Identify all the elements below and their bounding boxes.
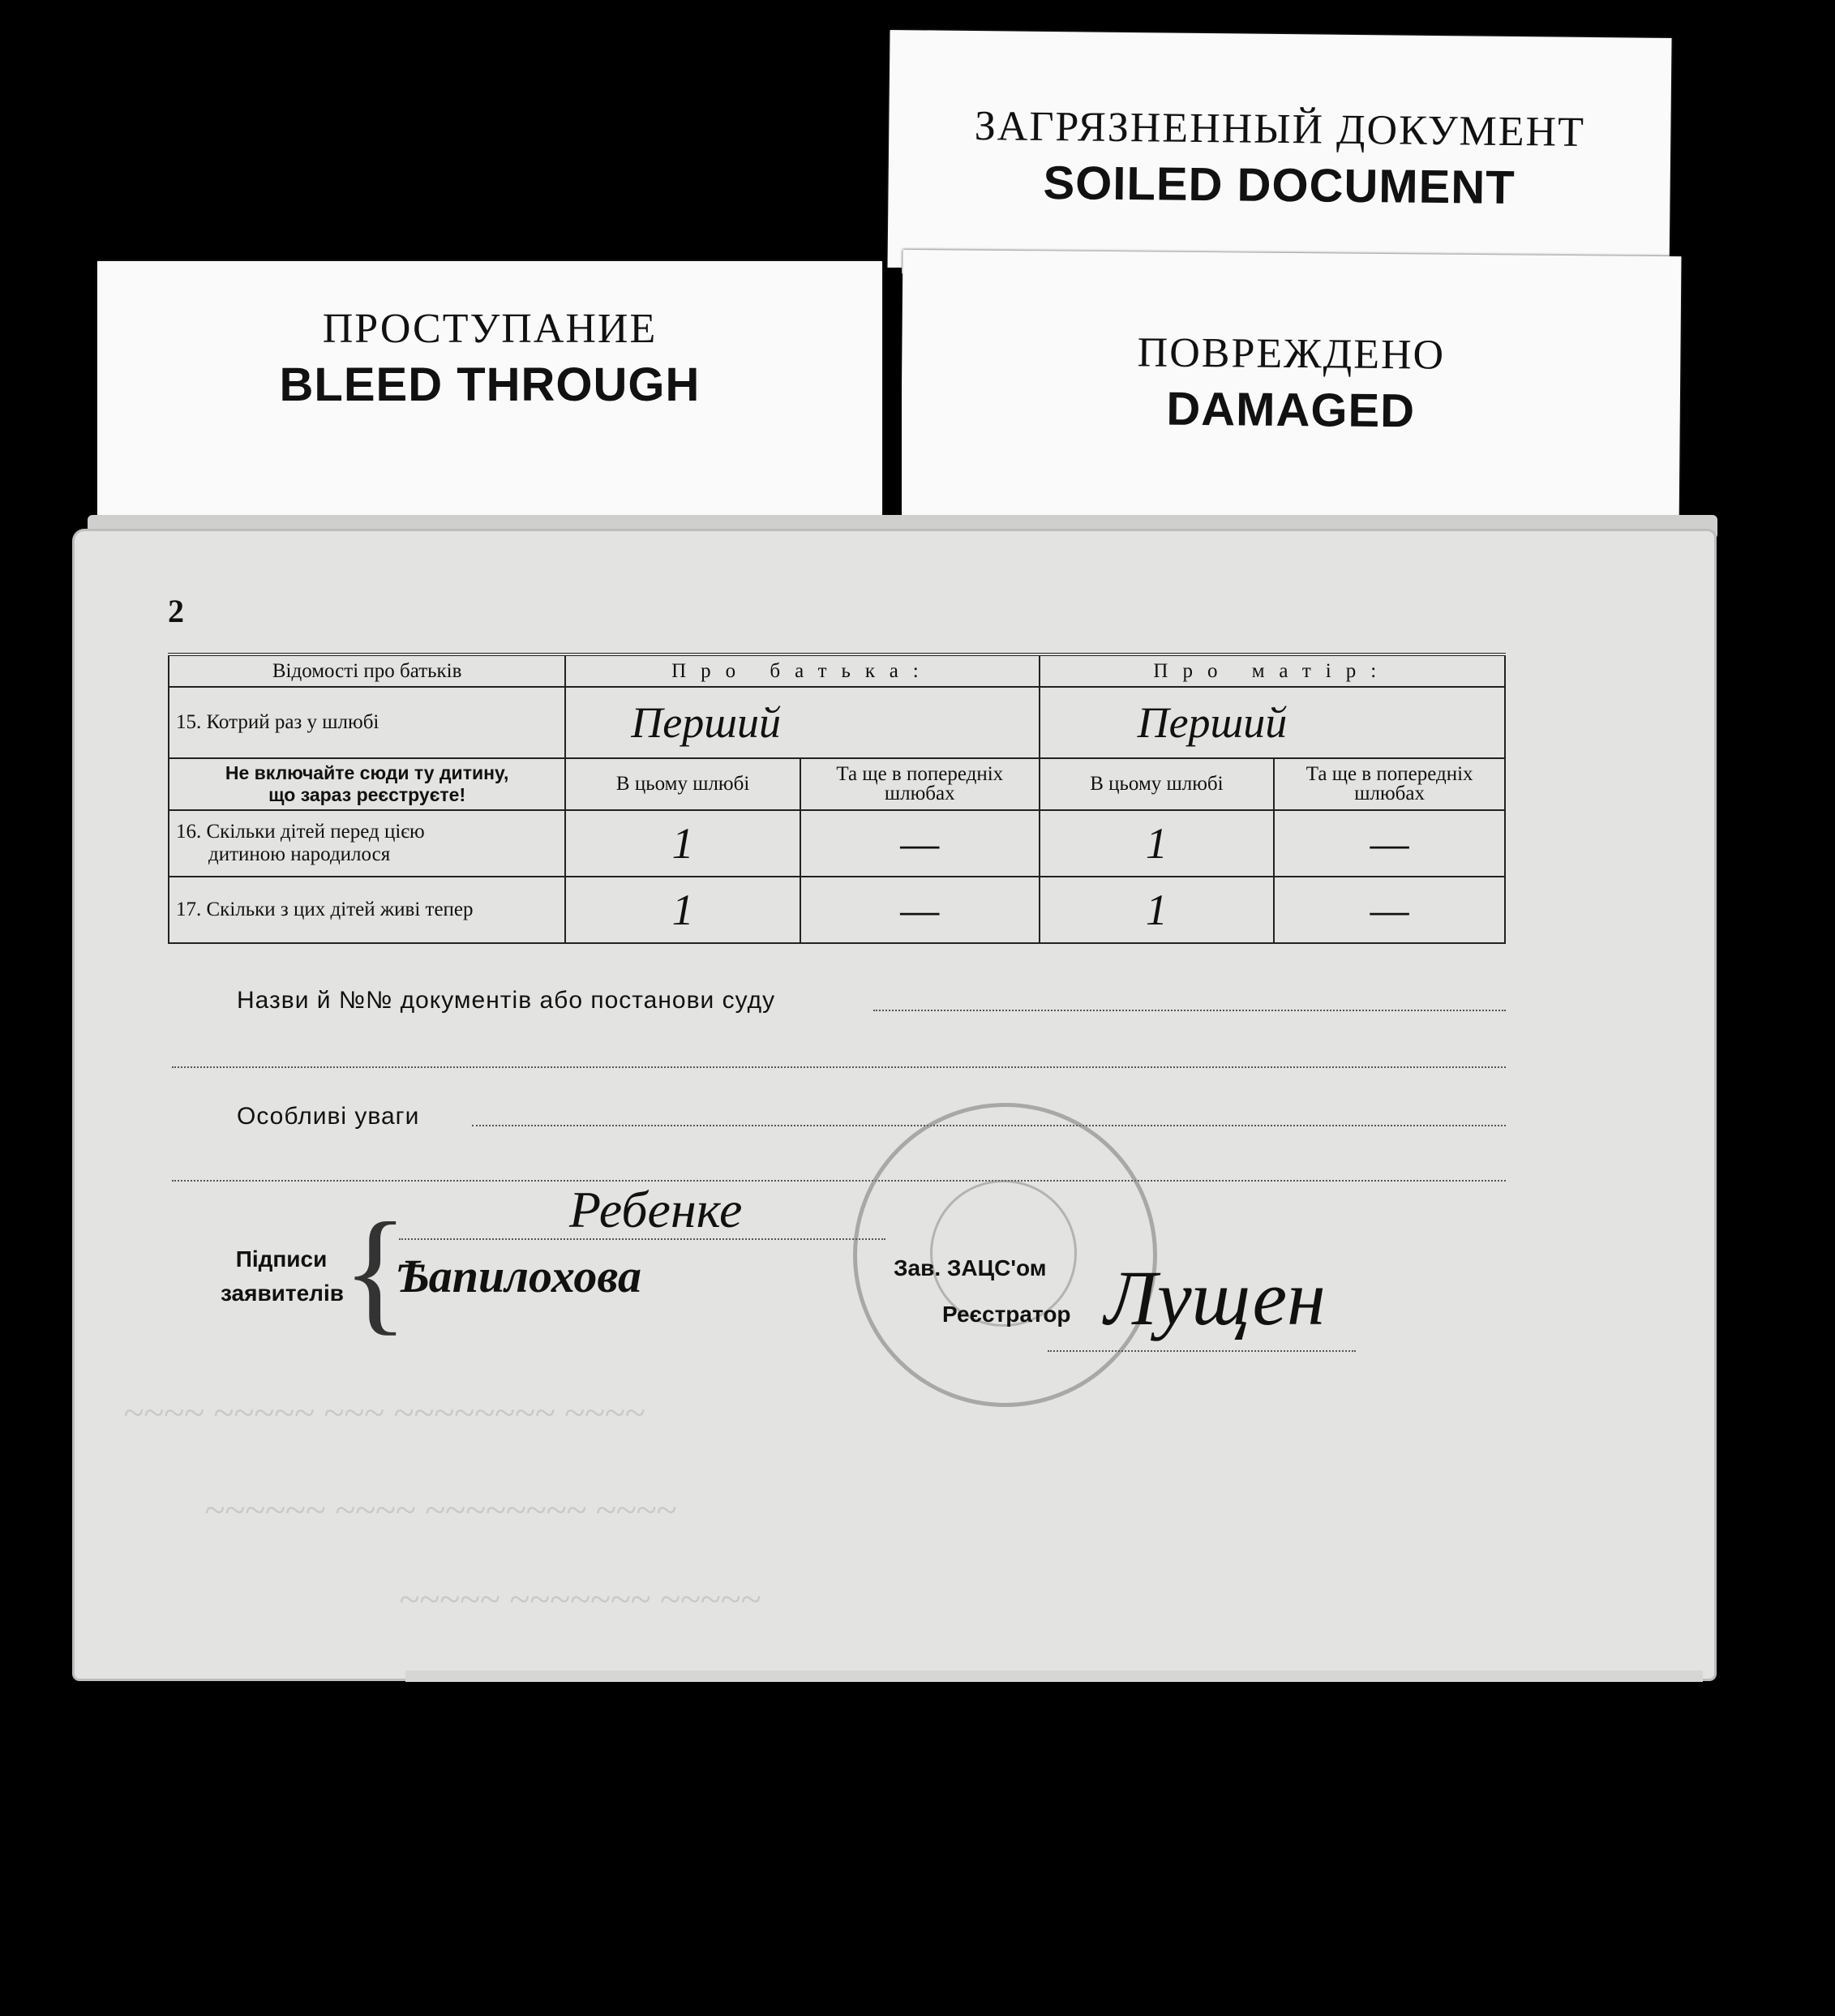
registrar-label: Реєстратор — [942, 1302, 1071, 1327]
documents-label: Назви й №№ документів або постанови суду — [237, 987, 776, 1014]
row16-mother-this: 1 — [1040, 810, 1275, 877]
row16-father-prev: — — [800, 810, 1040, 877]
row17-mother-prev: — — [1274, 877, 1505, 943]
soiled-tag-en: SOILED DOCUMENT — [1043, 156, 1516, 215]
bleed-tag-ru: ПРОСТУПАНИЕ — [322, 306, 658, 352]
signatures-brace: { — [342, 1195, 409, 1347]
document-sheet — [75, 531, 1714, 1679]
row16-label-line1: 16. Скільки дітей перед цією — [176, 821, 425, 843]
parents-info-header: Відомості про батьків — [169, 654, 565, 687]
bleed-through-tag — [97, 261, 882, 529]
father-prev-line2: шлюбах — [884, 783, 955, 804]
row15-mother-value: Перший — [1040, 687, 1505, 758]
father-this-marriage-header: В цьому шлюбі — [565, 758, 800, 810]
head-zags-label: Зав. ЗАЦС'ом — [894, 1255, 1047, 1280]
mother-prev-line2: шлюбах — [1354, 783, 1425, 804]
mother-prev-line1: Та ще в попередніх — [1306, 763, 1473, 785]
bleed-through-ghost-2: ~~~~~~ ~~~~ ~~~~~~~~ ~~~~ — [204, 1489, 677, 1530]
father-prev-line1: Та ще в попередніх — [836, 763, 1004, 785]
signatures-label-line2: заявителів — [221, 1280, 344, 1306]
row17-father-prev: — — [800, 877, 1040, 943]
damaged-tag — [901, 250, 1682, 532]
father-prev-marriages-header — [800, 758, 1040, 810]
row15-father-value: Перший — [565, 687, 1039, 758]
remarks-label: Особливі уваги — [237, 1103, 420, 1130]
note-line1: Не включайте сюди ту дитину, — [225, 762, 509, 783]
row15-label: 15. Котрий раз у шлюбі — [169, 687, 565, 758]
damaged-tag-ru: ПОВРЕЖДЕНО — [1137, 329, 1446, 379]
signatures-label — [221, 1246, 342, 1306]
bleed-through-ghost-3: ~~~~~ ~~~~~~~ ~~~~~ — [399, 1578, 761, 1619]
registrar-signature: Лущен — [1104, 1255, 1326, 1341]
signature-line-1 — [399, 1238, 885, 1240]
sheet-bottom-edge — [405, 1671, 1703, 1682]
row17-father-this: 1 — [565, 877, 800, 943]
remarks-dotted-line-2 — [172, 1180, 1506, 1182]
parents-info-table — [168, 653, 1506, 944]
soiled-tag-ru: ЗАГРЯЗНЕННЫЙ ДОКУМЕНТ — [974, 103, 1586, 156]
bleed-through-ghost-1: ~~~~ ~~~~~ ~~~ ~~~~~~~~ ~~~~ — [123, 1392, 645, 1433]
soiled-document-tag — [887, 30, 1671, 281]
damaged-tag-en: DAMAGED — [1166, 382, 1416, 438]
documents-dotted-line-2 — [172, 1066, 1506, 1068]
row16-mother-prev: — — [1274, 810, 1505, 877]
mother-this-marriage-header: В цьому шлюбі — [1040, 758, 1275, 810]
signatures-label-line1: Підписи — [235, 1246, 328, 1272]
row16-label — [169, 810, 565, 877]
row16-father-this: 1 — [565, 810, 800, 877]
documents-dotted-line — [873, 1010, 1506, 1011]
note-line2: що зараз реєструєте! — [268, 784, 466, 805]
tag-divider — [885, 268, 902, 535]
applicant-signature-2: Ѣапилохова — [399, 1250, 641, 1302]
about-father-header: Про батька: — [565, 654, 1039, 687]
bleed-tag-en: BLEED THROUGH — [279, 358, 701, 411]
applicant-signature-1: Ребенке — [569, 1181, 743, 1238]
row17-label: 17. Скільки з цих дітей живі тепер — [169, 877, 565, 943]
mother-prev-marriages-header — [1274, 758, 1505, 810]
registrar-signature-line — [1048, 1350, 1356, 1352]
about-mother-header: Про матір: — [1040, 654, 1505, 687]
corner-mark: 2 — [168, 593, 184, 629]
note-cell — [169, 758, 565, 810]
row16-label-line2: дитиною народилося — [208, 843, 391, 865]
row17-mother-this: 1 — [1040, 877, 1275, 943]
